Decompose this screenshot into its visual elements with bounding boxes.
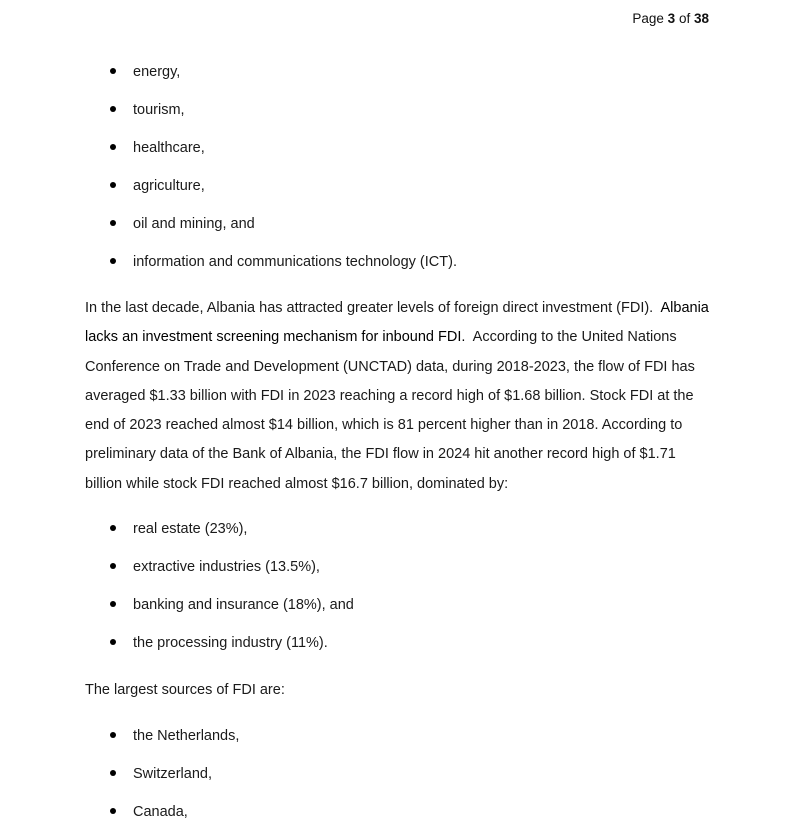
list-item bbox=[110, 633, 354, 671]
bullet-icon bbox=[110, 808, 116, 814]
paragraph-line: billion while stock FDI reached almost $16.7 billion, dominated by: bbox=[85, 475, 509, 492]
list-item-text: energy, bbox=[133, 64, 181, 80]
list-item bbox=[110, 176, 457, 214]
list-item bbox=[110, 519, 354, 557]
list-item-text: extractive industries (13.5%), bbox=[133, 559, 320, 575]
list-item-text: Canada, bbox=[133, 804, 188, 820]
paragraph-text: In the last decade, Albania has attracted greater levels of foreign direct investment (FDI). bbox=[85, 300, 654, 316]
bullet-icon bbox=[110, 525, 116, 531]
highlighted-text: lacks an investment screening mechanism for inbound FDI. bbox=[85, 329, 466, 346]
list-item bbox=[110, 557, 354, 595]
paragraph-line: The largest sources of FDI are: bbox=[85, 682, 285, 698]
paragraph-line bbox=[85, 323, 725, 352]
paragraph-line: Conference on Trade and Development (UNCTAD) data, during 2018-2023, the flow of FDI has bbox=[85, 358, 695, 375]
page-of-label: of bbox=[678, 11, 691, 26]
bullet-icon bbox=[110, 220, 116, 226]
bullet-icon bbox=[110, 258, 116, 264]
paragraph-line bbox=[85, 294, 725, 323]
page-label: Page bbox=[632, 11, 664, 26]
list-item-text: tourism, bbox=[133, 102, 185, 118]
bullet-icon bbox=[110, 106, 116, 112]
list-item-text: the processing industry (11%). bbox=[133, 635, 328, 651]
list-item bbox=[110, 138, 457, 176]
page-current: 3 bbox=[667, 11, 676, 26]
list-item bbox=[110, 764, 239, 802]
fdi-paragraph bbox=[85, 294, 725, 499]
list-item-text: banking and insurance (18%), and bbox=[133, 597, 354, 613]
list-item-text: healthcare, bbox=[133, 140, 205, 156]
list-item bbox=[110, 252, 457, 290]
list-item bbox=[110, 62, 457, 100]
bullet-icon bbox=[110, 732, 116, 738]
list-item-text: agriculture, bbox=[133, 178, 205, 194]
list-item bbox=[110, 595, 354, 633]
paragraph-line: preliminary data of the Bank of Albania, the FDI flow in 2024 hit another record high of $1.71 bbox=[85, 446, 676, 463]
list-item bbox=[110, 802, 239, 840]
bullet-icon bbox=[110, 144, 116, 150]
fdi-breakdown-list bbox=[110, 519, 354, 671]
sectors-list bbox=[110, 62, 457, 290]
list-item bbox=[110, 100, 457, 138]
paragraph-line: averaged $1.33 billion with FDI in 2023 reaching a record high of $1.68 billion. Stock FDI at the bbox=[85, 387, 694, 404]
paragraph-text: According to the United Nations bbox=[472, 329, 677, 346]
list-item bbox=[110, 726, 239, 764]
list-item-text: real estate (23%), bbox=[133, 521, 248, 537]
bullet-icon bbox=[110, 639, 116, 645]
bullet-icon bbox=[110, 563, 116, 569]
bullet-icon bbox=[110, 182, 116, 188]
highlighted-text: Albania bbox=[660, 300, 709, 316]
list-item-text: oil and mining, and bbox=[133, 216, 255, 232]
list-item bbox=[110, 214, 457, 252]
list-item-text: Switzerland, bbox=[133, 766, 212, 782]
bullet-icon bbox=[110, 68, 116, 74]
list-item-text: the Netherlands, bbox=[133, 728, 240, 744]
page-number-header bbox=[632, 11, 709, 26]
list-item-text: information and communications technology (ICT). bbox=[133, 254, 457, 270]
bullet-icon bbox=[110, 601, 116, 607]
bullet-icon bbox=[110, 770, 116, 776]
page-total: 38 bbox=[693, 11, 709, 26]
fdi-sources-list bbox=[110, 726, 239, 840]
sources-intro-paragraph bbox=[85, 676, 725, 705]
paragraph-line: end of 2023 reached almost $14 billion, which is 81 percent higher than in 2018. According to bbox=[85, 417, 683, 434]
